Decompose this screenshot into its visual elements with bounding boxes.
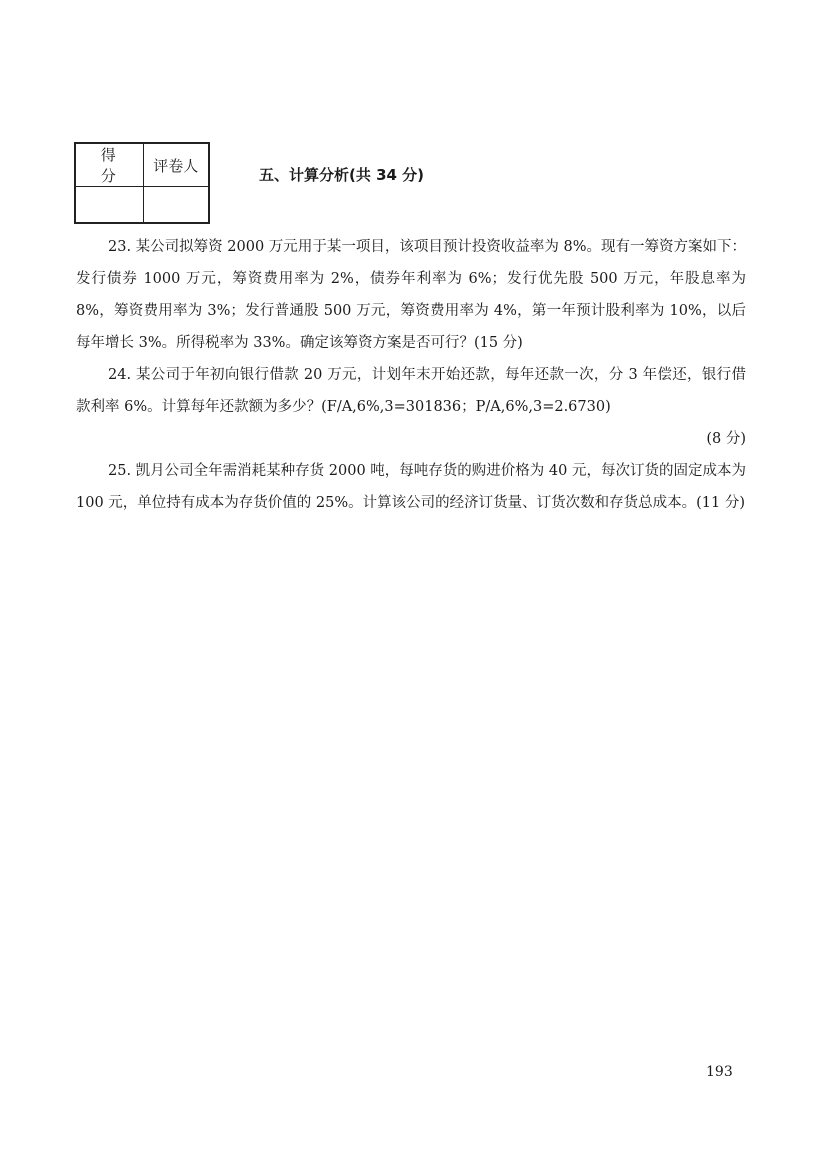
score-table (74, 142, 210, 224)
section-title: 五、计算分析(共 34 分) (259, 166, 425, 184)
question-24: 24. 某公司于年初向银行借款 20 万元，计划年末开始还款，每年还款一次，分 3 年偿还，银行借款利率 6%。计算每年还款额为多少？(F/A,6%,3=301836；P/A,6%,3=2.6730) (76, 367, 746, 415)
score-cell[interactable] (75, 187, 143, 223)
question-25: 25. 凯月公司全年需消耗某种存货 2000 吨，每吨存货的购进价格为 40 元，每次订货的固定成本为 100 元，单位持有成本为存货价值的 25%。计算该公司的经济订货量、订货次数和存货总成本。(11 分) (76, 463, 746, 511)
grader-header: 评卷人 (143, 143, 209, 187)
question-list (76, 231, 746, 519)
grader-cell[interactable] (143, 187, 209, 223)
question-24-points: (8 分) (706, 431, 746, 447)
score-header: 得 分 (75, 143, 143, 187)
page-number: 193 (706, 1064, 733, 1080)
question-23: 23. 某公司拟筹资 2000 万元用于某一项目，该项目预计投资收益率为 8%。现有一筹资方案如下：发行债券 1000 万元，筹资费用率为 2%，债券年利率为 6%；发行优先股 500 万元，年股息率为 8%，筹资费用率为 3%；发行普通股 500 万元，筹资费用率为 4%，第一年预计股利率为 10%，以后每年增长 3%。所得税率为 33%。确定该筹资方案是否可行？(15 分) (76, 239, 746, 351)
